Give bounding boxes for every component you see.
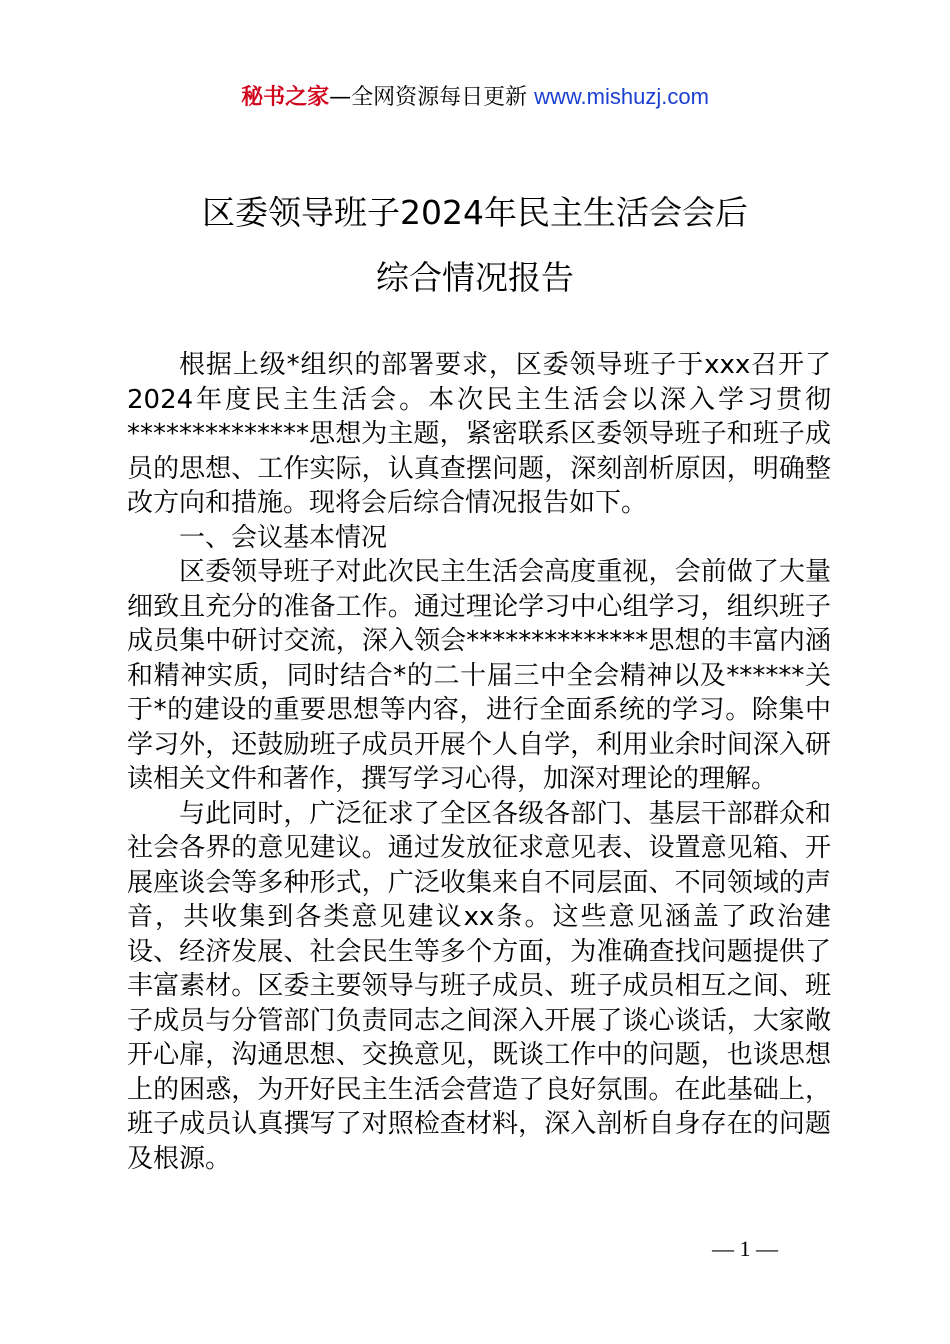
site-header	[0, 82, 950, 113]
document-title-line2: 综合情况报告	[376, 258, 574, 297]
paragraph-preparation: 区委领导班子对此次民主生活会高度重视，会前做了大量细致且充分的准备工作。通过理论学习中心组学习，组织班子成员集中研讨交流，深入领会**************思想的丰富内涵和精神实质，同时结合*的二十届三中全会精神以及******关于*的建设的重要思想等内容，进行全面系统的学习。除集中学习外，还鼓励班子成员开展个人自学，利用业余时间深入研读相关文件和著作，撰写学习心得，加深对理论的理解。	[127, 557, 831, 794]
page-number: — 1 —	[712, 1236, 778, 1261]
site-url[interactable]: www.mishuzj.com	[534, 84, 709, 109]
paragraph-intro: 根据上级*组织的部署要求，区委领导班子于xxx召开了2024年度民主生活会。本次民主生活会以深入学习贯彻**************思想为主题，紧密联系区委领导班子和班子成员的思想、工作实际，认真查摆问题，深刻剖析原因，明确整改方向和措施。现将会后综合情况报告如下。	[127, 350, 831, 518]
document-title-line1: 区委领导班子2024年民主生活会会后	[202, 193, 748, 232]
header-slogan: —全网资源每日更新	[329, 85, 535, 110]
paragraph-opinions: 与此同时，广泛征求了全区各级各部门、基层干部群众和社会各界的意见建议。通过发放征求意见表、设置意见箱、开展座谈会等多种形式，广泛收集来自不同层面、不同领域的声音，共收集到各类意见建议xx条。这些意见涵盖了政治建设、经济发展、社会民生等多个方面，为准确查找问题提供了丰富素材。区委主要领导与班子成员、班子成员相互之间、班子成员与分管部门负责同志之间深入开展了谈心谈话，大家敞开心扉，沟通思想、交换意见，既谈工作中的问题，也谈思想上的困惑，为开好民主生活会营造了良好氛围。在此基础上，班子成员认真撰写了对照检查材料，深入剖析自身存在的问题及根源。	[127, 798, 831, 1174]
brand-name: 秘书之家	[241, 85, 330, 110]
document-body	[127, 348, 831, 1176]
section-heading: 一、会议基本情况	[179, 522, 388, 553]
